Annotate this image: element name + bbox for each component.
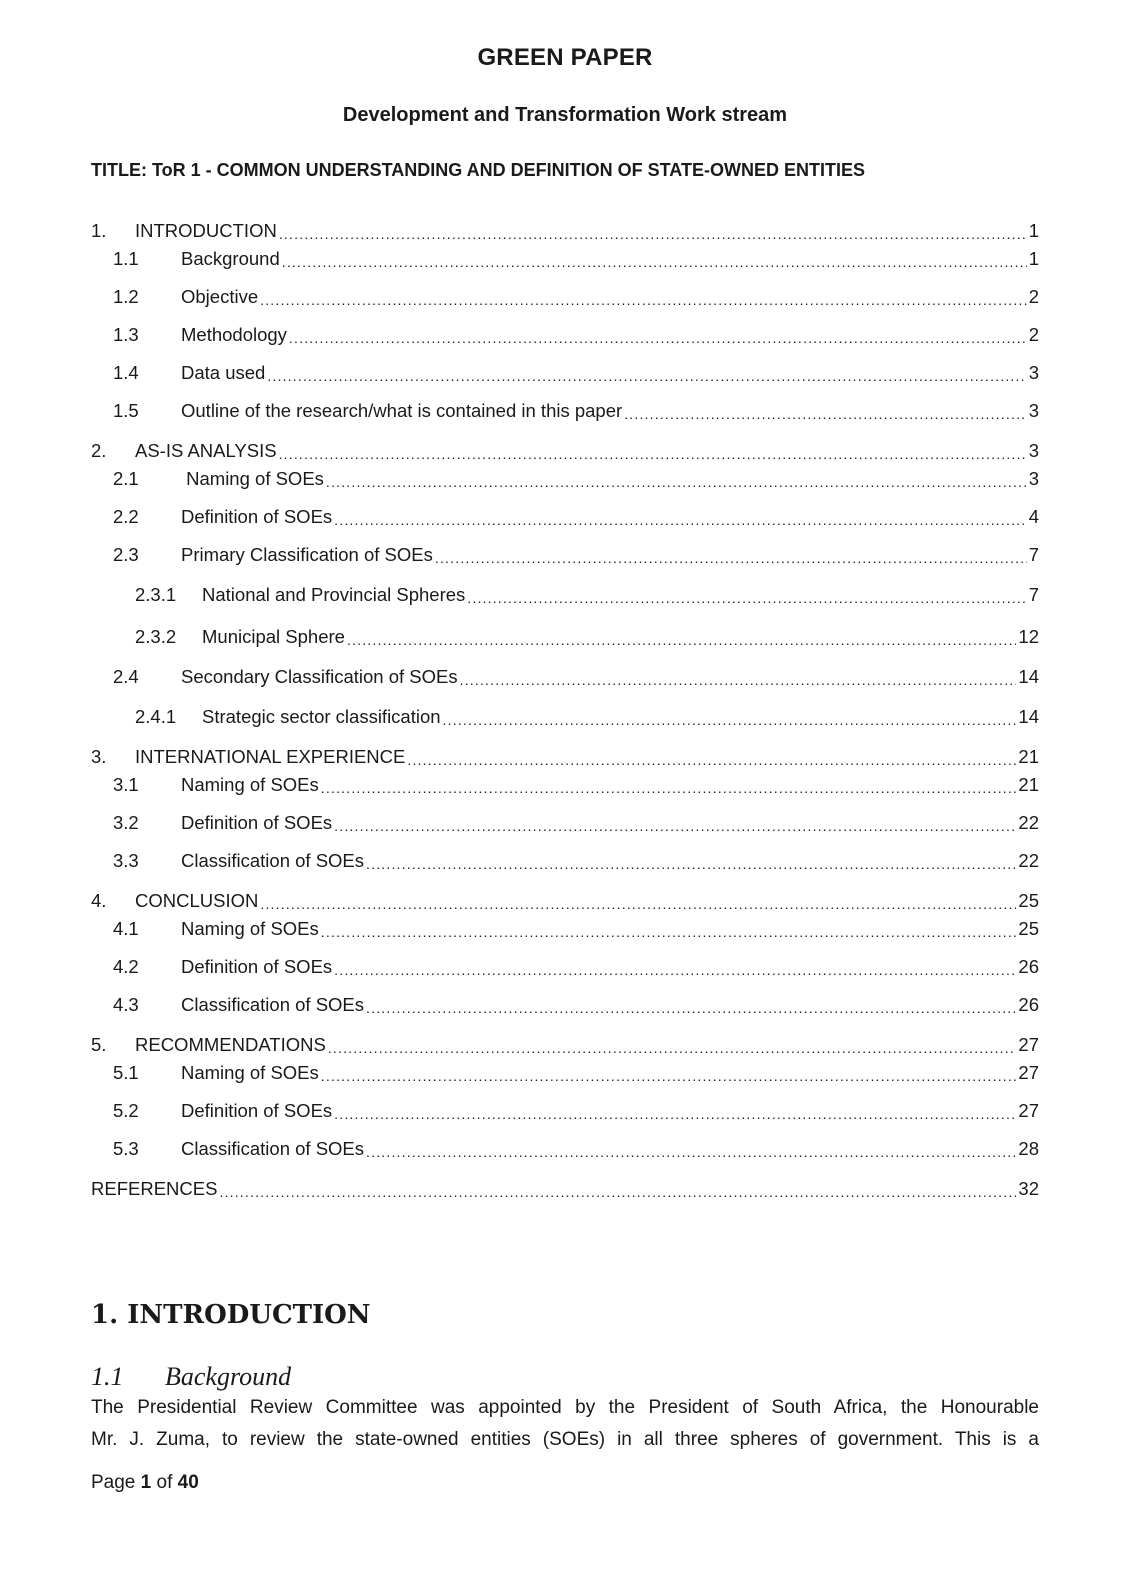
toc-entry[interactable] [91, 1060, 1039, 1086]
footer-total-pages: 40 [177, 1472, 199, 1493]
toc-entry-title: Primary Classification of SOEs [181, 544, 433, 565]
toc-entry-title: National and Provincial Spheres [202, 584, 466, 605]
toc-entry-number: 2.4.1 [135, 706, 177, 727]
toc-entry[interactable] [91, 1136, 1039, 1162]
document-title: GREEN PAPER [477, 44, 653, 71]
toc-entry-title: Definition of SOEs [181, 1100, 333, 1121]
toc-entry-title: INTRODUCTION [135, 220, 277, 241]
paragraph-line: The Presidential Review Committee was appointed by the President of South Africa, the Honourable [91, 1397, 1039, 1418]
toc-dot-leader [460, 670, 1017, 690]
toc-entry-title: Naming of SOEs [181, 468, 324, 489]
toc-entry-number: 5.3 [113, 1138, 139, 1159]
toc-entry[interactable] [91, 466, 1039, 492]
toc-entry-page: 14 [1018, 706, 1039, 727]
toc-entry-page: 22 [1018, 850, 1039, 871]
toc-entry[interactable] [91, 218, 1039, 244]
toc-entry-page: 3 [1028, 400, 1039, 421]
toc-entry[interactable] [91, 744, 1039, 770]
footer-prefix: Page [91, 1472, 141, 1493]
toc-dot-leader [407, 750, 1016, 770]
toc-entry-number: 5.1 [113, 1062, 139, 1083]
toc-entry[interactable] [91, 1098, 1039, 1124]
toc-entry[interactable] [91, 582, 1039, 608]
toc-dot-leader [282, 252, 1027, 272]
toc-entry-page: 3 [1028, 468, 1039, 489]
document-subtitle: Development and Transformation Work stream [342, 104, 788, 126]
toc-entry-title: Methodology [181, 324, 287, 345]
toc-entry[interactable] [91, 398, 1039, 424]
toc-entry-title: Municipal Sphere [202, 626, 345, 647]
toc-entry-title: Naming of SOEs [181, 774, 319, 795]
toc-dot-leader [260, 290, 1027, 310]
toc-dot-leader [366, 854, 1016, 874]
section-heading: 1. INTRODUCTION [91, 1300, 371, 1330]
toc-entry[interactable] [91, 624, 1039, 650]
toc-entry-title: REFERENCES [91, 1178, 218, 1199]
toc-entry-page: 2 [1028, 324, 1039, 345]
toc-entry-page: 12 [1018, 626, 1039, 647]
toc-entry[interactable] [91, 1176, 1039, 1202]
toc-entry[interactable] [91, 992, 1039, 1018]
toc-dot-leader [279, 224, 1027, 244]
toc-entry-number: 4.1 [113, 918, 139, 939]
footer-middle: of [151, 1472, 178, 1493]
toc-entry-page: 3 [1028, 440, 1039, 461]
toc-entry[interactable] [91, 438, 1039, 464]
toc-dot-leader [467, 588, 1026, 608]
toc-entry-number: 3.2 [113, 812, 139, 833]
toc-entry-number: 2.3 [113, 544, 139, 565]
toc-entry[interactable] [91, 772, 1039, 798]
toc-entry-title: Definition of SOEs [181, 812, 333, 833]
toc-entry-page: 27 [1018, 1062, 1039, 1083]
toc-entry-page: 26 [1018, 994, 1039, 1015]
toc-entry-number: 2.2 [113, 506, 139, 527]
toc-entry-number: 1.4 [113, 362, 139, 383]
toc-entry-title: Strategic sector classification [202, 706, 441, 727]
toc-entry-number: 4.2 [113, 956, 139, 977]
toc-entry-number: 1. [91, 220, 107, 241]
toc-entry-title: RECOMMENDATIONS [135, 1034, 326, 1055]
subsection-title: Background [165, 1362, 292, 1391]
toc-dot-leader [260, 894, 1016, 914]
toc-entry-page: 27 [1018, 1100, 1039, 1121]
toc-entry-page: 1 [1028, 248, 1039, 269]
toc-entry-number: 1.1 [113, 248, 139, 269]
toc-entry-number: 3. [91, 746, 107, 767]
toc-entry-page: 7 [1028, 544, 1039, 565]
toc-dot-leader [624, 404, 1027, 424]
toc-dot-leader [326, 472, 1027, 492]
toc-entry[interactable] [91, 246, 1039, 272]
subsection-heading [91, 1362, 291, 1392]
toc-entry-page: 21 [1018, 774, 1039, 795]
toc-entry[interactable] [91, 322, 1039, 348]
toc-entry-page: 7 [1028, 584, 1039, 605]
toc-entry[interactable] [91, 888, 1039, 914]
toc-entry[interactable] [91, 664, 1039, 690]
toc-entry-page: 21 [1018, 746, 1039, 767]
toc-entry-page: 4 [1028, 506, 1039, 527]
toc-entry-title: Data used [181, 362, 266, 383]
toc-entry-title: AS-IS ANALYSIS [135, 440, 277, 461]
toc-entry-number: 3.3 [113, 850, 139, 871]
toc-dot-leader [267, 366, 1026, 386]
toc-entry-title: Classification of SOEs [181, 1138, 365, 1159]
toc-entry[interactable] [91, 284, 1039, 310]
toc-entry[interactable] [91, 1032, 1039, 1058]
toc-dot-leader [435, 548, 1027, 568]
toc-dot-leader [219, 1182, 1016, 1202]
toc-dot-leader [321, 922, 1017, 942]
toc-entry[interactable] [91, 810, 1039, 836]
toc-dot-leader [366, 998, 1016, 1018]
toc-dot-leader [328, 1038, 1017, 1058]
toc-entry-page: 26 [1018, 956, 1039, 977]
toc-entry-page: 1 [1028, 220, 1039, 241]
toc-entry-title: Classification of SOEs [181, 994, 365, 1015]
toc-entry-number: 4.3 [113, 994, 139, 1015]
toc-entry-number: 5.2 [113, 1100, 139, 1121]
toc-entry-title: Definition of SOEs [181, 506, 333, 527]
toc-dot-leader [334, 510, 1027, 530]
toc-entry[interactable] [91, 848, 1039, 874]
toc-entry-number: 2. [91, 440, 107, 461]
subsection-number: 1.1 [91, 1362, 124, 1391]
toc-entry[interactable] [91, 360, 1039, 386]
paragraph-line: Mr. J. Zuma, to review the state-owned entities (SOEs) in all three spheres of government. This is a [91, 1429, 1039, 1450]
toc-entry-title: Objective [181, 286, 259, 307]
toc-entry-number: 4. [91, 890, 107, 911]
toc-entry[interactable] [91, 954, 1039, 980]
toc-dot-leader [321, 778, 1017, 798]
toc-entry-number: 2.3.1 [135, 584, 177, 605]
toc-entry-title: Definition of SOEs [181, 956, 333, 977]
toc-entry-title: Naming of SOEs [181, 918, 319, 939]
toc-entry-title: Outline of the research/what is contained in this paper [181, 400, 623, 421]
toc-entry-page: 2 [1028, 286, 1039, 307]
toc-entry[interactable] [91, 704, 1039, 730]
toc-entry-page: 22 [1018, 812, 1039, 833]
toc-entry[interactable] [91, 542, 1039, 568]
toc-entry-page: 14 [1018, 666, 1039, 687]
document-heading: TITLE: ToR 1 - COMMON UNDERSTANDING AND DEFINITION OF STATE-OWNED ENTITIES [91, 160, 865, 180]
toc-entry-number: 3.1 [113, 774, 139, 795]
toc-dot-leader [366, 1142, 1016, 1162]
toc-entry-page: 27 [1018, 1034, 1039, 1055]
toc-entry-number: 1.5 [113, 400, 139, 421]
toc-dot-leader [334, 816, 1016, 836]
toc-entry-number: 5. [91, 1034, 107, 1055]
toc-entry-number: 1.3 [113, 324, 139, 345]
toc-dot-leader [443, 710, 1017, 730]
body-paragraph [91, 1392, 1039, 1456]
toc-entry-number: 1.2 [113, 286, 139, 307]
toc-entry[interactable] [91, 504, 1039, 530]
footer-current-page: 1 [140, 1472, 152, 1493]
toc-dot-leader [321, 1066, 1017, 1086]
toc-entry-title: Naming of SOEs [181, 1062, 319, 1083]
toc-dot-leader [347, 630, 1016, 650]
toc-dot-leader [289, 328, 1027, 348]
toc-entry[interactable] [91, 916, 1039, 942]
toc-dot-leader [334, 1104, 1016, 1124]
toc-entry-page: 25 [1018, 918, 1039, 939]
toc-entry-title: INTERNATIONAL EXPERIENCE [135, 746, 406, 767]
toc-entry-number: 2.4 [113, 666, 139, 687]
toc-dot-leader [334, 960, 1016, 980]
toc-dot-leader [279, 444, 1027, 464]
toc-entry-number: 2.1 [113, 468, 139, 489]
toc-entry-title: Classification of SOEs [181, 850, 365, 871]
toc-entry-title: Background [181, 248, 280, 269]
toc-entry-page: 28 [1018, 1138, 1039, 1159]
toc-entry-page: 32 [1018, 1178, 1039, 1199]
toc-entry-title: CONCLUSION [135, 890, 259, 911]
toc-entry-number: 2.3.2 [135, 626, 177, 647]
toc-entry-page: 3 [1028, 362, 1039, 383]
page-footer [91, 1472, 199, 1494]
toc-entry-title: Secondary Classification of SOEs [181, 666, 458, 687]
toc-entry-page: 25 [1018, 890, 1039, 911]
